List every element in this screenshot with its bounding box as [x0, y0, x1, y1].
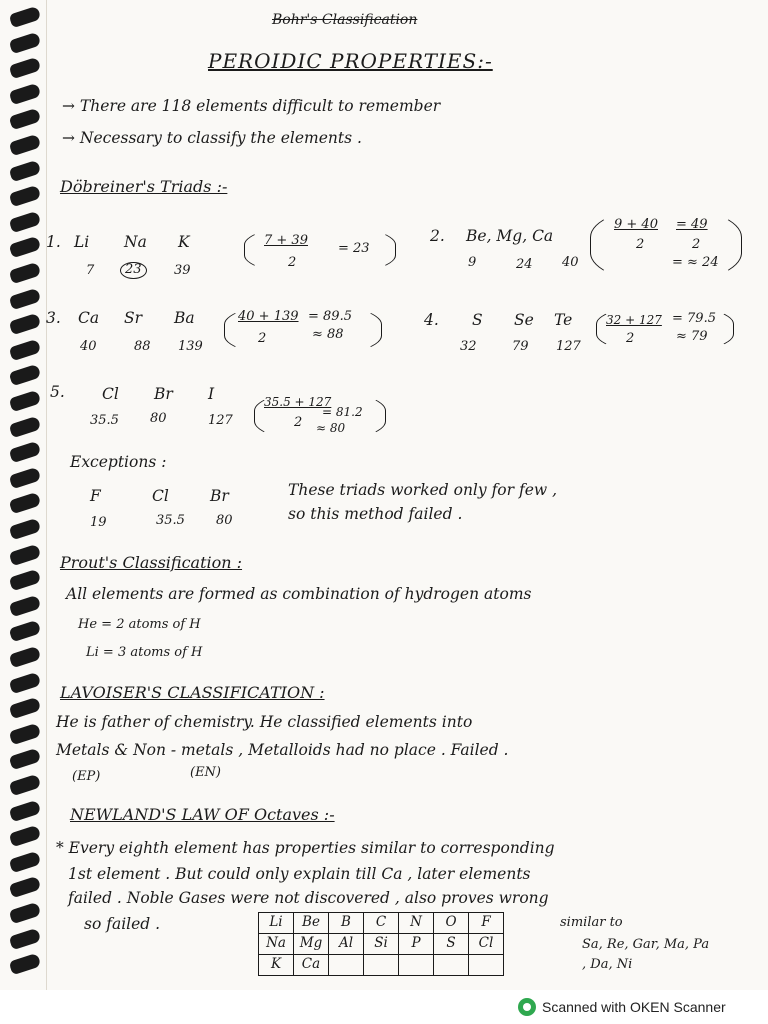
scratched-title: Bohr's Classification	[272, 12, 418, 28]
page-title: PEROIDIC PROPERTIES:-	[208, 49, 493, 73]
spiral-ring	[9, 953, 42, 976]
spiral-ring	[9, 211, 42, 234]
spiral-ring	[9, 390, 42, 413]
spiral-ring	[9, 262, 42, 285]
spiral-ring	[9, 620, 42, 643]
triad-4-number: 4.	[424, 311, 439, 329]
lavoisier-line-2: Metals & Non - metals , Metalloids had no place . Failed .	[56, 741, 509, 759]
triad-1-mass-na: 23	[120, 262, 147, 279]
spiral-ring	[9, 467, 42, 490]
triad-4-calc-r1: = 79.5	[672, 311, 716, 326]
spiral-ring	[9, 569, 42, 592]
triad-1-number: 1.	[46, 233, 61, 251]
triad-4-mass-se: 79	[512, 339, 529, 354]
triad-3-calc-bottom: 2	[258, 331, 267, 346]
triad-2-elements: Be, Mg, Ca	[466, 227, 554, 245]
octave-table-cell	[399, 955, 434, 976]
triad-2-mass-mg: 24	[516, 257, 533, 272]
spiral-ring	[9, 313, 42, 336]
octave-table-cell: K	[259, 955, 294, 976]
triad-2-mass-ca: 40	[562, 255, 579, 270]
spiral-ring	[9, 671, 42, 694]
intro-line-1: → There are 118 elements difficult to remember	[62, 97, 441, 115]
triad-4-element-te: Te	[554, 311, 573, 329]
newland-line-3: failed . Noble Gases were not discovered , also proves wrong	[68, 889, 549, 907]
triad-2-number: 2.	[430, 227, 445, 245]
octave-table-cell: Si	[364, 934, 399, 955]
exceptions-heading: Exceptions :	[70, 453, 167, 471]
octave-table	[258, 912, 504, 976]
triad-5-calc-r2: ≈ 80	[316, 421, 346, 435]
octave-table-cell: Na	[259, 934, 294, 955]
spiral-ring	[9, 543, 42, 566]
triad-5-element-i: I	[208, 385, 215, 403]
dobereiner-heading: Döbreiner's Triads :-	[60, 177, 228, 196]
scanner-logo-icon	[518, 998, 536, 1016]
prout-line-1: All elements are formed as combination of hydrogen atoms	[66, 585, 532, 603]
octave-table-cell: P	[399, 934, 434, 955]
octave-table-cell: O	[434, 913, 469, 934]
triad-3-mass-ba: 139	[178, 339, 203, 354]
exceptions-note-1: These triads worked only for few ,	[288, 481, 558, 499]
spiral-ring	[9, 31, 42, 54]
triad-3-element-ca: Ca	[78, 309, 100, 327]
spiral-ring	[9, 57, 42, 80]
triad-2-calc-r2: = ≈ 24	[672, 255, 719, 270]
spiral-ring	[9, 518, 42, 541]
spiral-ring	[9, 415, 42, 438]
spiral-ring	[9, 851, 42, 874]
triad-5-calc-r1: = 81.2	[322, 405, 363, 419]
spiral-ring	[9, 876, 42, 899]
octave-table-row	[259, 913, 504, 934]
newland-line-2: 1st element . But could only explain till Ca , later elements	[68, 865, 531, 883]
triad-5-calc-bottom: 2	[294, 415, 303, 430]
octave-table-cell: Cl	[469, 934, 504, 955]
triad-3-calc-r2: ≈ 88	[312, 327, 344, 342]
spiral-ring	[9, 927, 42, 950]
intro-line-2: → Necessary to classify the elements .	[62, 129, 362, 147]
newland-line-4: so failed .	[84, 915, 161, 933]
triad-4-element-se: Se	[514, 311, 534, 329]
spiral-ring	[9, 646, 42, 669]
spiral-ring	[9, 825, 42, 848]
triad-2-calc-bottom: 2	[636, 237, 645, 252]
octave-table-cell: F	[469, 913, 504, 934]
triad-4-calc-top: 32 + 127	[606, 313, 662, 327]
triad-3-element-sr: Sr	[124, 309, 143, 327]
spiral-ring	[9, 287, 42, 310]
octave-side-note-3: , Da, Ni	[582, 957, 633, 972]
triad-1-calc-result: = 23	[338, 241, 370, 256]
octave-side-note-1: similar to	[560, 915, 623, 930]
triad-1-element-na: Na	[124, 233, 147, 251]
triad-3-number: 3.	[46, 309, 61, 327]
triad-3-mass-sr: 88	[134, 339, 151, 354]
newland-heading: NEWLAND'S LAW OF Octaves :-	[70, 805, 335, 824]
newland-line-1: * Every eighth element has properties similar to corresponding	[56, 839, 555, 857]
triad-4-mass-te: 127	[556, 339, 581, 354]
prout-line-3: Li = 3 atoms of H	[86, 645, 203, 660]
octave-table-cell	[329, 955, 364, 976]
triad-2-mass-be: 9	[468, 255, 477, 270]
spiral-ring	[9, 83, 42, 106]
triad-5-number: 5.	[50, 383, 65, 401]
octave-table-cell	[469, 955, 504, 976]
margin-line	[46, 0, 47, 990]
exception-mass-f: 19	[90, 515, 107, 530]
spiral-ring	[9, 697, 42, 720]
triad-4-element-s: S	[472, 311, 483, 329]
spiral-ring	[9, 6, 42, 29]
octave-table-cell: Be	[294, 913, 329, 934]
triad-2-calc-top: 9 + 40	[614, 217, 658, 232]
spiral-ring	[9, 441, 42, 464]
exception-element-cl: Cl	[152, 487, 169, 505]
octave-table-row	[259, 955, 504, 976]
lavoisier-ep: (EP)	[72, 769, 101, 784]
spiral-binding	[10, 0, 44, 990]
triad-3-calc-r1: = 89.5	[308, 309, 352, 324]
octave-table-cell: C	[364, 913, 399, 934]
triad-3-mass-ca: 40	[80, 339, 97, 354]
octave-table-cell: Al	[329, 934, 364, 955]
spiral-ring	[9, 364, 42, 387]
triad-2-bracket	[590, 206, 742, 284]
triad-5-calc-top: 35.5 + 127	[264, 395, 332, 409]
exception-mass-br: 80	[216, 513, 233, 528]
exception-element-br: Br	[210, 487, 229, 505]
spiral-ring	[9, 799, 42, 822]
spiral-ring	[9, 185, 42, 208]
octave-table-cell: N	[399, 913, 434, 934]
triad-4-mass-s: 32	[460, 339, 477, 354]
scanner-footer	[0, 990, 768, 1024]
triad-4-calc-bottom: 2	[626, 331, 635, 346]
octave-side-note-2: Sa, Re, Gar, Ma, Pa	[582, 937, 710, 952]
spiral-ring	[9, 748, 42, 771]
spiral-ring	[9, 339, 42, 362]
spiral-ring	[9, 723, 42, 746]
spiral-ring	[9, 774, 42, 797]
triad-1-bracket	[244, 224, 396, 276]
triad-2-calc-r1b: 2	[692, 237, 701, 252]
exception-mass-cl: 35.5	[156, 513, 185, 528]
triad-1-element-li: Li	[74, 233, 90, 251]
triad-5-element-br: Br	[154, 385, 173, 403]
octave-table-cell	[434, 955, 469, 976]
triad-5-mass-br: 80	[150, 411, 167, 426]
prout-heading: Prout's Classification :	[60, 553, 243, 572]
lavoisier-line-1: He is father of chemistry. He classified elements into	[56, 713, 473, 731]
exception-element-f: F	[90, 487, 101, 505]
spiral-ring	[9, 595, 42, 618]
triad-1-calc-top: 7 + 39	[264, 233, 308, 248]
triad-3-calc-top: 40 + 139	[238, 309, 299, 324]
triad-5-mass-i: 127	[208, 413, 233, 428]
triad-2-calc-r1: = 49	[676, 217, 708, 232]
triad-1-mass-k: 39	[174, 263, 191, 278]
spiral-ring	[9, 134, 42, 157]
triad-5-mass-cl: 35.5	[90, 413, 119, 428]
octave-table-cell	[364, 955, 399, 976]
octave-table-cell: Li	[259, 913, 294, 934]
triad-1-mass-li: 7	[86, 263, 95, 278]
spiral-ring	[9, 492, 42, 515]
triad-1-calc-bottom: 2	[288, 255, 297, 270]
spiral-ring	[9, 902, 42, 925]
prout-line-2: He = 2 atoms of H	[78, 617, 201, 632]
lavoisier-en: (EN)	[190, 765, 222, 780]
octave-table-cell: S	[434, 934, 469, 955]
spiral-ring	[9, 108, 42, 131]
triad-3-element-ba: Ba	[174, 309, 195, 327]
exceptions-note-2: so this method failed .	[288, 505, 463, 523]
octave-table-row	[259, 934, 504, 955]
scanner-footer-text: Scanned with OKEN Scanner	[542, 999, 726, 1015]
spiral-ring	[9, 236, 42, 259]
triad-5-element-cl: Cl	[102, 385, 119, 403]
octave-table-cell: Mg	[294, 934, 329, 955]
spiral-ring	[9, 159, 42, 182]
octave-table-cell: B	[329, 913, 364, 934]
lavoisier-heading: LAVOISER'S CLASSIFICATION :	[60, 683, 325, 702]
triad-1-element-k: K	[178, 233, 190, 251]
octave-table-cell: Ca	[294, 955, 329, 976]
triad-4-calc-r2: ≈ 79	[676, 329, 708, 344]
